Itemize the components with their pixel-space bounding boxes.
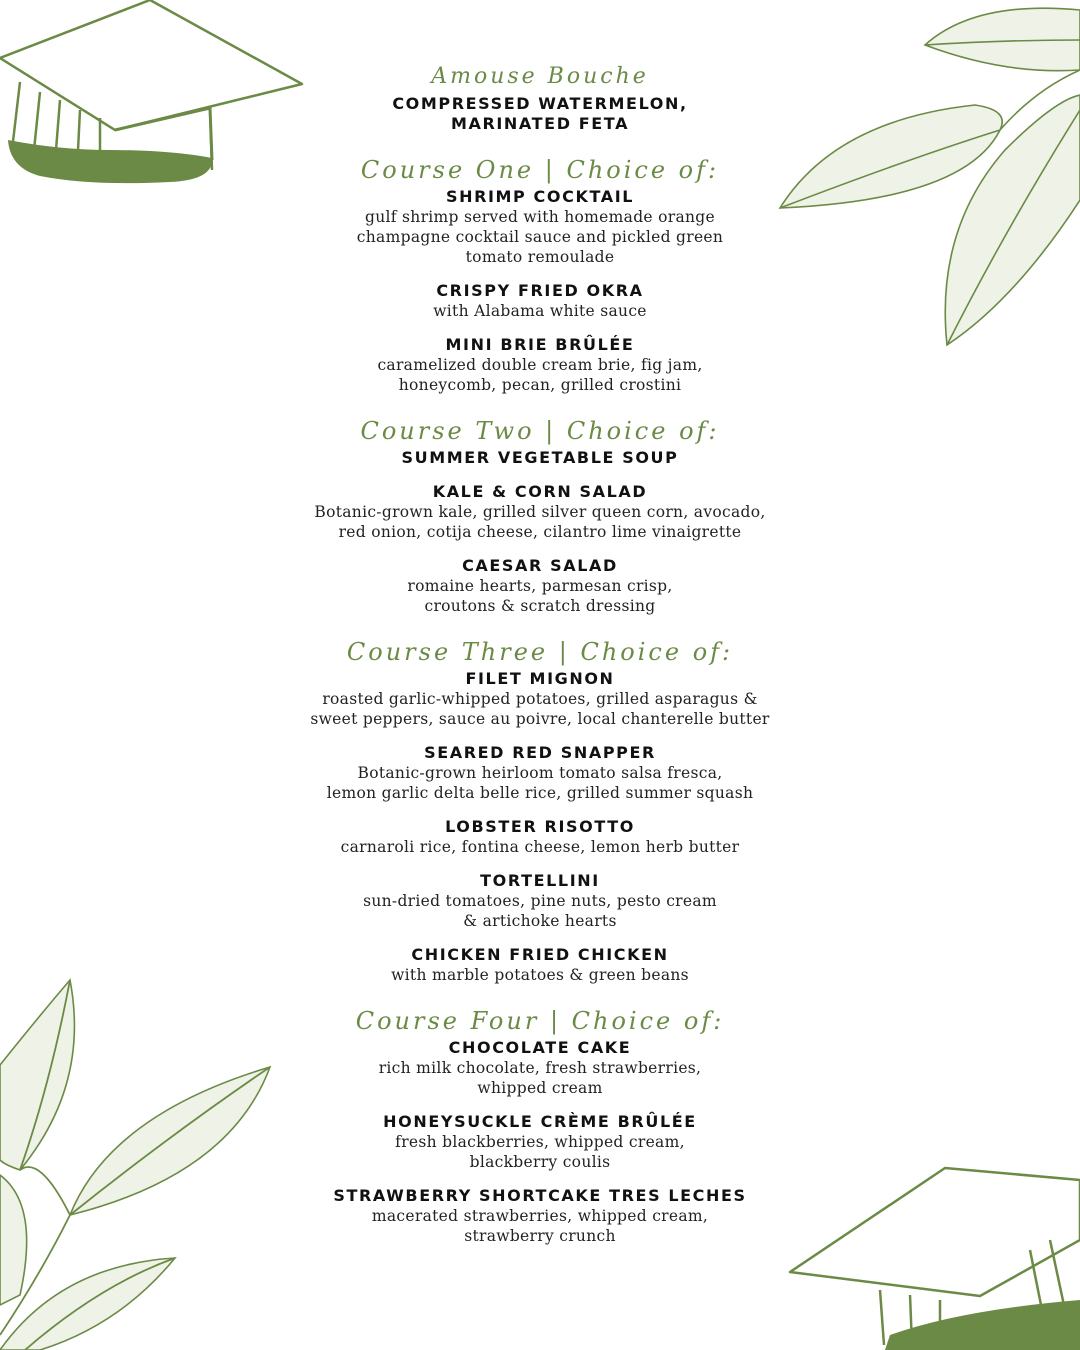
menu-item-name-line: SEARED RED SNAPPER [424, 743, 656, 762]
course-section [290, 416, 790, 616]
course-section [290, 62, 790, 134]
menu-item-name [290, 743, 790, 763]
leaf-branch-icon [775, 0, 1080, 350]
menu-item-name [290, 335, 790, 355]
menu-item [290, 1186, 790, 1246]
menu-item-description-line: lemon garlic delta belle rice, grilled summer squash [326, 784, 754, 802]
menu-item-name [290, 817, 790, 837]
menu-item [290, 1038, 790, 1098]
menu-item-description-line: blackberry coulis [469, 1153, 611, 1171]
menu-item [290, 743, 790, 803]
menu-item-description-line: rich milk chocolate, fresh strawberries, [378, 1059, 702, 1077]
menu-item-description-line: caramelized double cream brie, fig jam, [377, 356, 703, 374]
menu-item-description-line: champagne cocktail sauce and pickled green [356, 228, 724, 246]
menu-item-description [290, 502, 790, 542]
menu-item-name-line: CHOCOLATE CAKE [448, 1038, 632, 1057]
menu-item [290, 945, 790, 985]
menu-item-description-line: Botanic-grown kale, grilled silver queen corn, avocado, [314, 503, 766, 521]
menu-item [290, 94, 790, 134]
menu-item-description [290, 355, 790, 395]
menu-item-name-line: KALE & CORN SALAD [432, 482, 648, 501]
menu-item-name [290, 482, 790, 502]
menu-item-description [290, 1206, 790, 1246]
course-section [290, 637, 790, 985]
menu-item-name-line: CRISPY FRIED OKRA [436, 281, 644, 300]
menu-item-name-line: STRAWBERRY SHORTCAKE TRES LECHES [333, 1186, 747, 1205]
menu-item-description [290, 965, 790, 985]
menu-item [290, 1112, 790, 1172]
menu-item-description [290, 576, 790, 616]
menu-item-description-line: strawberry crunch [464, 1227, 616, 1245]
menu-item-name-line: COMPRESSED WATERMELON, [392, 94, 688, 113]
course-heading: Course Four | Choice of: [355, 1007, 725, 1035]
menu-item-description-line: carnaroli rice, fontina cheese, lemon herb butter [340, 838, 740, 856]
menu-item [290, 871, 790, 931]
menu-item-name [290, 281, 790, 301]
menu-item-name [290, 1112, 790, 1132]
menu-item-name [290, 871, 790, 891]
menu-item-description [290, 689, 790, 729]
menu-item-description [290, 763, 790, 803]
menu-item-description [290, 837, 790, 857]
menu-item-name-line: CHICKEN FRIED CHICKEN [411, 945, 669, 964]
menu-item-description-line: with Alabama white sauce [433, 302, 647, 320]
menu-item [290, 817, 790, 857]
menu-item [290, 482, 790, 542]
menu-item-name [290, 94, 790, 134]
menu-item-description-line: Botanic-grown heirloom tomato salsa fresca, [357, 764, 723, 782]
menu-item-description [290, 301, 790, 321]
menu-item-description-line: with marble potatoes & green beans [391, 966, 689, 984]
menu-item-name [290, 187, 790, 207]
menu-item-name-line: CAESAR SALAD [462, 556, 618, 575]
menu-item-name-line: SUMMER VEGETABLE SOUP [401, 448, 679, 467]
menu-item-name-line: MARINATED FETA [450, 114, 630, 133]
menu-item-name [290, 448, 790, 468]
menu-item-description [290, 207, 790, 267]
menu-item-name [290, 945, 790, 965]
menu-item [290, 448, 790, 468]
menu-item-description [290, 891, 790, 931]
menu-item-description-line: gulf shrimp served with homemade orange [365, 208, 715, 226]
menu-item-description-line: roasted garlic-whipped potatoes, grilled asparagus & [322, 690, 758, 708]
course-heading: Course One | Choice of: [360, 156, 720, 184]
menu-item-description-line: romaine hearts, parmesan crisp, [407, 577, 673, 595]
menu-item-name [290, 669, 790, 689]
menu-item-description [290, 1058, 790, 1098]
menu-item-name-line: TORTELLINI [480, 871, 600, 890]
menu-item-description-line: & artichoke hearts [463, 912, 617, 930]
menu-item-description [290, 1132, 790, 1172]
menu-item-description-line: croutons & scratch dressing [424, 597, 656, 615]
menu-item [290, 335, 790, 395]
leaf-branch-icon [0, 975, 280, 1350]
menu-item-name-line: SHRIMP COCKTAIL [445, 187, 635, 206]
menu-item [290, 187, 790, 267]
course-section [290, 1006, 790, 1246]
course-section [290, 155, 790, 395]
menu-item-description-line: tomato remoulade [465, 248, 615, 266]
graduation-cap-icon [0, 0, 310, 190]
menu-item-description-line: macerated strawberries, whipped cream, [371, 1207, 709, 1225]
menu-item-description-line: whipped cream [477, 1079, 603, 1097]
menu-item [290, 556, 790, 616]
graduation-cap-icon [780, 1160, 1080, 1350]
course-heading: Course Three | Choice of: [346, 638, 734, 666]
menu-item-description-line: sweet peppers, sauce au poivre, local chanterelle butter [310, 710, 770, 728]
menu-item-description-line: sun-dried tomatoes, pine nuts, pesto cream [363, 892, 717, 910]
menu-item-description-line: red onion, cotija cheese, cilantro lime vinaigrette [338, 523, 742, 541]
menu-item-name-line: LOBSTER RISOTTO [445, 817, 635, 836]
menu-content [290, 62, 790, 1267]
menu-item-name-line: HONEYSUCKLE CRÈME BRÛLÉE [383, 1112, 697, 1131]
menu-item-description-line: fresh blackberries, whipped cream, [395, 1133, 685, 1151]
course-heading: Amouse Bouche [431, 64, 649, 89]
menu-item-description-line: honeycomb, pecan, grilled crostini [398, 376, 682, 394]
menu-item-name [290, 556, 790, 576]
menu-item-name [290, 1038, 790, 1058]
course-heading: Course Two | Choice of: [360, 417, 720, 445]
menu-item-name-line: FILET MIGNON [465, 669, 615, 688]
menu-item [290, 281, 790, 321]
menu-item [290, 669, 790, 729]
menu-item-name [290, 1186, 790, 1206]
menu-item-name-line: MINI BRIE BRÛLÉE [445, 335, 635, 354]
